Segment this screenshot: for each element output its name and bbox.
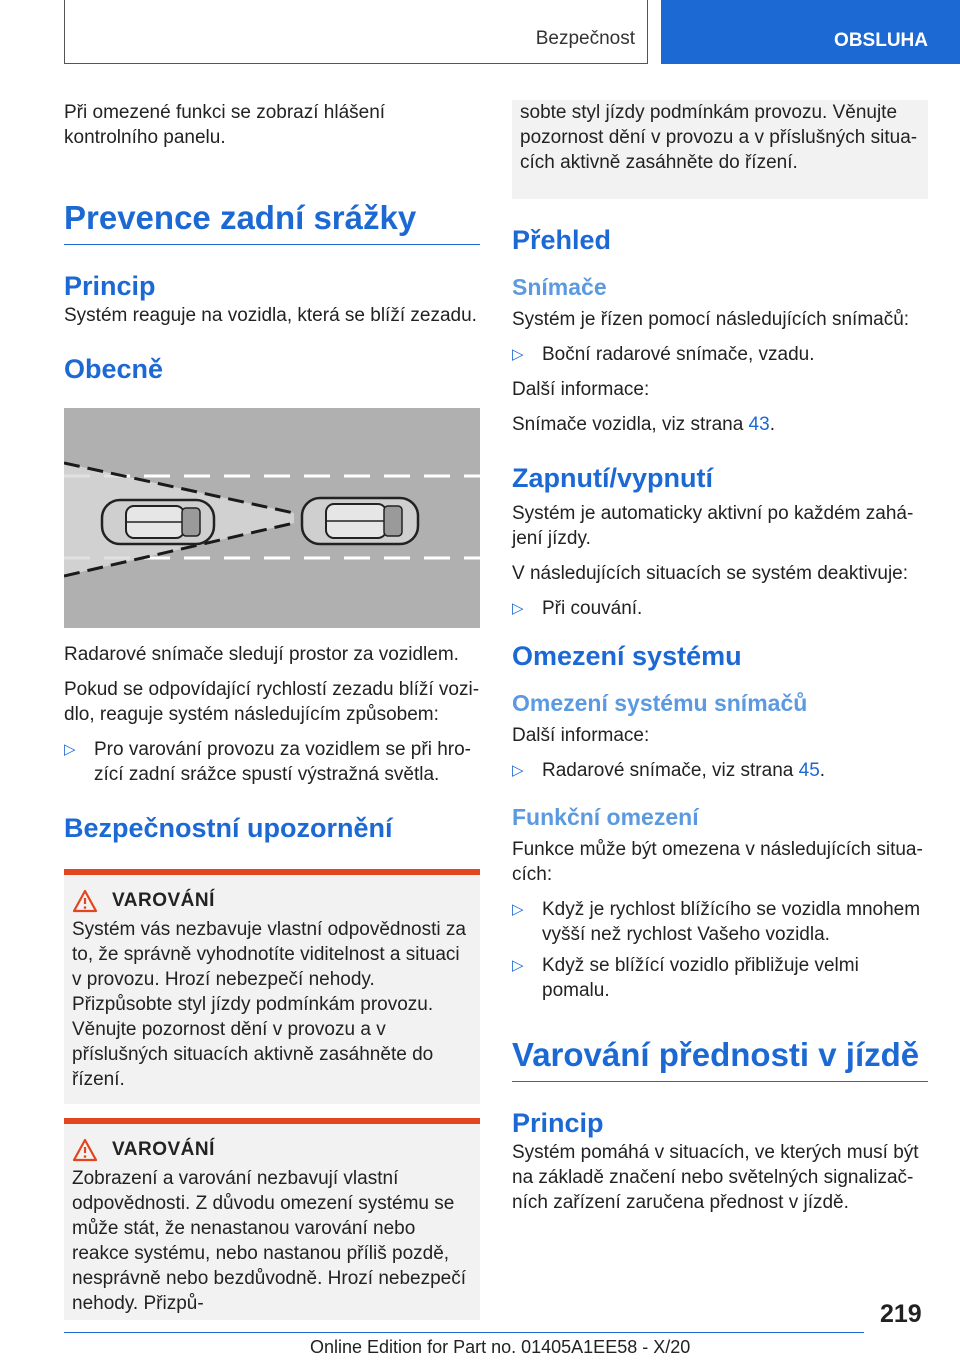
priority-principle-text: Systém pomáhá v situacích, ve kterých musí být na základě značení nebo světelných signalizačních zařízení zaručena přednost v jízdě.	[512, 1142, 919, 1213]
list-item	[64, 737, 480, 787]
rear-radar-illustration	[64, 408, 480, 628]
list-item-text: Boční radarové snímače, vzadu.	[542, 344, 815, 365]
figure-caption-2: Pokud se odpovídající rychlostí zezadu blíží vozidlo, reaguje systém následujícím způsobem:	[64, 679, 480, 725]
functional-list	[512, 897, 928, 1003]
more-info-label: Další informace:	[512, 725, 650, 746]
radar-ref-list	[512, 758, 928, 783]
warning-box-1	[64, 869, 480, 1104]
limits-sensors-heading: Omezení systému snímačů	[512, 690, 808, 716]
onoff-text: Systém je automaticky aktivní po každém zahájení jízdy.	[512, 503, 914, 549]
title-rear-collision: Prevence zadní srážky	[64, 198, 480, 245]
warning-1-title: VAROVÁNÍ	[112, 890, 215, 911]
onoff-heading: Zapnutí/vypnutí	[512, 463, 713, 493]
warning-continued-text: sobte styl jízdy podmínkám provozu. Věnujte pozornost dění v provozu a v příslušných situacích aktivně zasáhněte do řízení.	[520, 102, 918, 173]
warning-2-continued	[512, 100, 928, 199]
warning-1-text: Systém vás nezbavuje vlastní odpovědnosti za to, že správně vyhodnotíte viditelnost a situaci v provozu. Hrozí nebezpečí nehody. Přizpůsobte styl jízdy podmínkám provozu. Věnujte pozornost dění v provozu a v příslušných situacích aktivně zasáhněte do řízení.	[72, 919, 466, 1090]
rear-radar-figure	[64, 408, 480, 628]
list-item-text: Když je rychlost blížícího se vozidla mnohem vyšší než rychlost Vašeho vozidla.	[542, 899, 921, 945]
sensors-heading: Snímače	[512, 274, 607, 300]
page-number: 219	[880, 1300, 922, 1328]
priority-principle-heading: Princip	[512, 1108, 604, 1138]
bullet-icon: ▷	[512, 346, 524, 363]
limits-heading: Omezení systému	[512, 641, 742, 671]
list-item	[512, 953, 928, 1003]
sensors-text: Systém je řízen pomocí následujících snímačů:	[512, 309, 910, 330]
left-column	[64, 100, 480, 1320]
deactivate-list	[512, 596, 928, 621]
deactivate-text: V následujících situacích se systém deaktivuje:	[512, 563, 909, 584]
list-item	[512, 342, 928, 367]
header-chapter-tab	[661, 0, 960, 64]
page-link-43[interactable]: 43	[748, 414, 770, 435]
warning-triangle-icon	[72, 1138, 98, 1162]
principle-heading: Princip	[64, 271, 156, 301]
header-section-title: Bezpečnost	[535, 28, 635, 49]
bullet-icon: ▷	[512, 901, 524, 918]
reference-text: Radarové snímače, viz strana	[542, 760, 799, 781]
reaction-list	[64, 737, 480, 787]
title-right-of-way: Varování přednosti v jízdě	[512, 1035, 928, 1082]
header-chapter-label: OBSLUHA	[834, 30, 928, 51]
figure-caption-1: Radarové snímače sledují prostor za vozidlem.	[64, 644, 459, 665]
more-info-label: Další informace:	[512, 379, 650, 400]
bullet-icon: ▷	[512, 957, 524, 974]
right-column	[512, 100, 928, 1225]
footer-divider	[64, 1332, 864, 1333]
warning-triangle-icon	[72, 889, 98, 913]
safety-heading: Bezpečnostní upozornění	[64, 813, 393, 843]
list-item-text: Při couvání.	[542, 598, 643, 619]
header-tab-frame	[64, 0, 648, 64]
approaching-car-icon	[102, 500, 214, 544]
list-item-text: Když se blížící vozidlo přibližuje velmi pomalu.	[542, 955, 859, 1001]
list-item	[512, 596, 928, 621]
list-item: ▷ Radarové snímače, viz strana 45.	[512, 760, 826, 781]
warning-2-text: Zobrazení a varování nezbavují vlastní odpovědnosti. Z důvodu omezení systému se může stát, že nenastanou varování nebo reakce systému, nebo nastanou příliš pozdě, nesprávně nebo bezdůvodně. Hrozí nebezpečí nehody. Přizpů-	[72, 1168, 466, 1314]
list-item-text: Pro varování provozu za vozidlem se při hrozící zadní srážce spustí výstražná světla.	[94, 739, 471, 785]
sensors-reference: Snímače vozidla, viz strana 43.	[512, 414, 775, 435]
warning-box-2	[64, 1118, 480, 1320]
reference-text: Snímače vozidla, viz strana	[512, 414, 749, 435]
bullet-icon: ▷	[64, 741, 76, 758]
functional-text: Funkce může být omezena v následujících situacích:	[512, 839, 923, 885]
bullet-icon: ▷	[512, 600, 524, 617]
sensors-list	[512, 342, 928, 367]
own-car-icon	[302, 498, 418, 544]
list-item	[512, 897, 928, 947]
intro-text: Při omezené funkci se zobrazí hlášení kontrolního panelu.	[64, 102, 386, 148]
bullet-icon: ▷	[512, 762, 524, 779]
overview-heading: Přehled	[512, 225, 612, 255]
general-heading: Obecně	[64, 354, 164, 384]
functional-heading: Funkční omezení	[512, 804, 699, 830]
footer-edition: Online Edition for Part no. 01405A1EE58 - X/20	[310, 1337, 691, 1357]
page-link-45[interactable]: 45	[798, 760, 820, 781]
principle-text: Systém reaguje na vozidla, která se blíží zezadu.	[64, 305, 477, 326]
warning-2-title: VAROVÁNÍ	[112, 1139, 215, 1160]
